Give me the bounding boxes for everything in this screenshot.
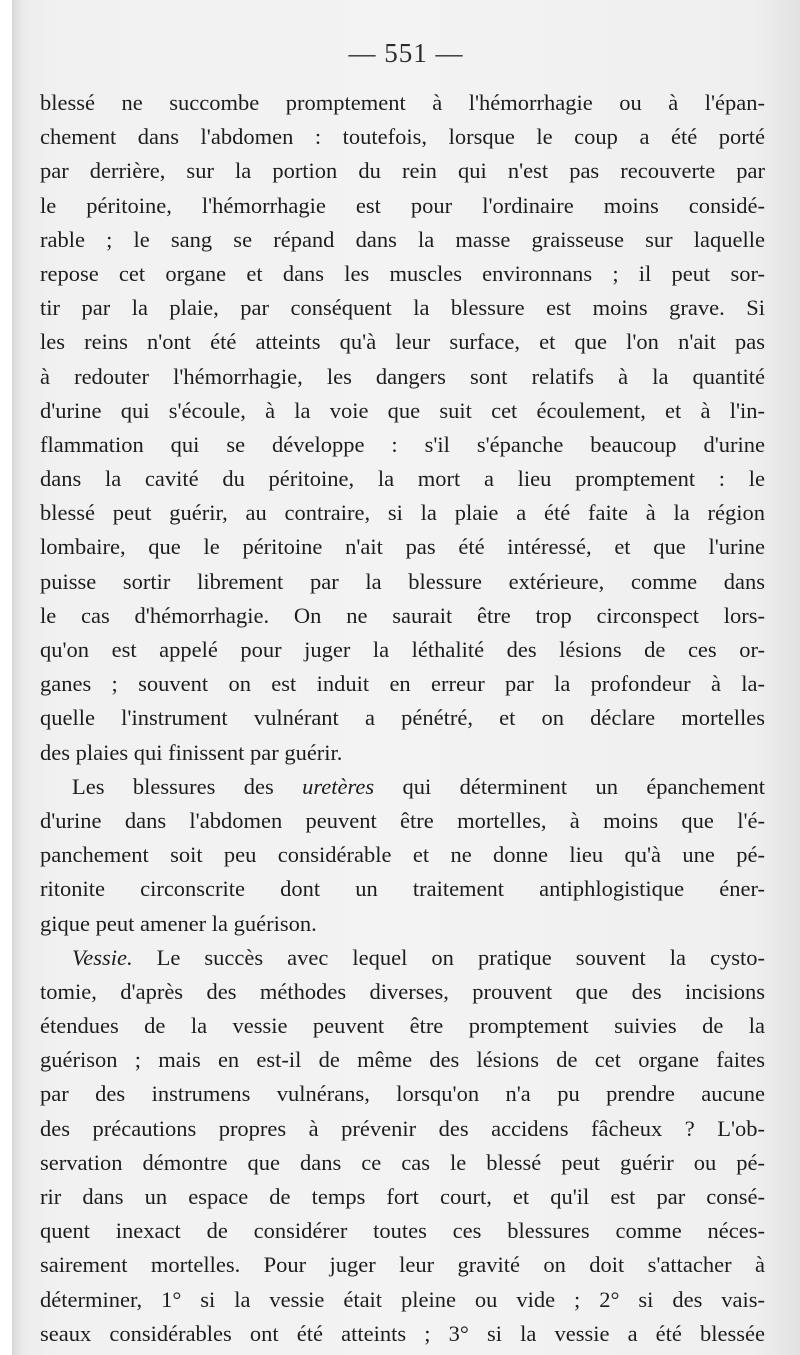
text-line: étendues de la vessie peuvent être promptement suivies de la <box>40 1013 765 1039</box>
text-line: puisse sortir librement par la blessure extérieure, comme dans <box>40 568 765 594</box>
text-line: déterminer, 1° si la vessie était pleine ou vide ; 2° si des vais- <box>40 1286 765 1312</box>
text-line: lombaire, que le péritoine n'ait pas été intéressé, et que l'urine <box>40 534 765 560</box>
paragraph-bladder <box>40 941 765 1351</box>
text-line: le péritoine, l'hémorrhagie est pour l'ordinaire moins considé- <box>40 192 765 218</box>
text-line: des plaies qui finissent par guérir. <box>40 739 343 765</box>
page-number: — 551 — <box>348 38 464 68</box>
text-line: le cas d'hémorrhagie. On ne saurait être trop circonspect lors- <box>40 602 765 628</box>
text-line: panchement soit peu considérable et ne donne lieu qu'à une pé- <box>40 842 765 868</box>
text-line <box>40 770 765 804</box>
page-text <box>40 86 765 1351</box>
text-line: blessé peut guérir, au contraire, si la plaie a été faite à la région <box>40 500 765 526</box>
text-line: des précautions propres à prévenir des accidens fâcheux ? L'ob- <box>40 1115 765 1141</box>
text-line: flammation qui se développe : s'il s'épanche beaucoup d'urine <box>40 431 765 457</box>
text-line: ganes ; souvent on est induit en erreur par la profondeur à la- <box>40 671 765 697</box>
book-page <box>12 0 800 1355</box>
text-line <box>40 941 765 975</box>
text-line: les reins n'ont été atteints qu'à leur surface, et que l'on n'ait pas <box>40 329 765 355</box>
text-run: qui déterminent un épanchement <box>374 773 765 799</box>
text-line: d'urine dans l'abdomen peuvent être mortelles, à moins que l'é- <box>40 807 765 833</box>
text-run: Les blessures des <box>72 773 303 799</box>
paragraph-ureters <box>40 770 765 941</box>
text-line: rable ; le sang se répand dans la masse graisseuse sur laquelle <box>40 226 765 252</box>
text-line: par des instrumens vulnérans, lorsqu'on n'a pu prendre aucune <box>40 1081 765 1107</box>
italic-term: uretères <box>302 773 375 799</box>
text-line: d'urine qui s'écoule, à la voie que suit cet écoulement, et à l'in- <box>40 397 765 423</box>
text-run: Le succès avec lequel on pratique souvent la cysto- <box>132 944 765 970</box>
text-line: rir dans un espace de temps fort court, et qu'il est par consé- <box>40 1184 765 1209</box>
text-line: dans la cavité du péritoine, la mort a lieu promptement : le <box>40 466 765 492</box>
paragraph-kidney-wounds <box>40 86 765 770</box>
text-line: blessé ne succombe promptement à l'hémorrhagie ou à l'épan- <box>40 90 765 115</box>
text-line: qu'on est appelé pour juger la léthalité des lésions de ces or- <box>40 637 765 662</box>
text-line: quelle l'instrument vulnérant a pénétré, et on déclare mortelles <box>40 705 765 731</box>
text-line: à redouter l'hémorrhagie, les dangers sont relatifs à la quantité <box>40 363 765 389</box>
text-line: servation démontre que dans ce cas le blessé peut guérir ou pé- <box>40 1149 765 1175</box>
text-line: chement dans l'abdomen : toutefois, lorsque le coup a été porté <box>40 124 765 150</box>
text-line: ritonite circonscrite dont un traitement antiphlogistique éner- <box>40 876 765 902</box>
text-line: repose cet organe et dans les muscles environnans ; il peut sor- <box>40 260 765 286</box>
text-line: tomie, d'après des méthodes diverses, prouvent que des incisions <box>40 978 765 1004</box>
text-line: gique peut amener la guérison. <box>40 910 317 936</box>
text-line: tir par la plaie, par conséquent la blessure est moins grave. Si <box>40 295 765 321</box>
text-line: sairement mortelles. Pour juger leur gravité on doit s'attacher à <box>40 1252 765 1278</box>
text-line: seaux considérables ont été atteints ; 3° si la vessie a été blessée <box>40 1320 765 1346</box>
text-line: quent inexact de considérer toutes ces blessures comme néces- <box>40 1218 765 1244</box>
text-line: par derrière, sur la portion du rein qui n'est pas recouverte par <box>40 158 765 184</box>
text-line: guérison ; mais en est-il de même des lésions de cet organe faites <box>40 1047 765 1073</box>
italic-term: Vessie. <box>72 944 133 970</box>
